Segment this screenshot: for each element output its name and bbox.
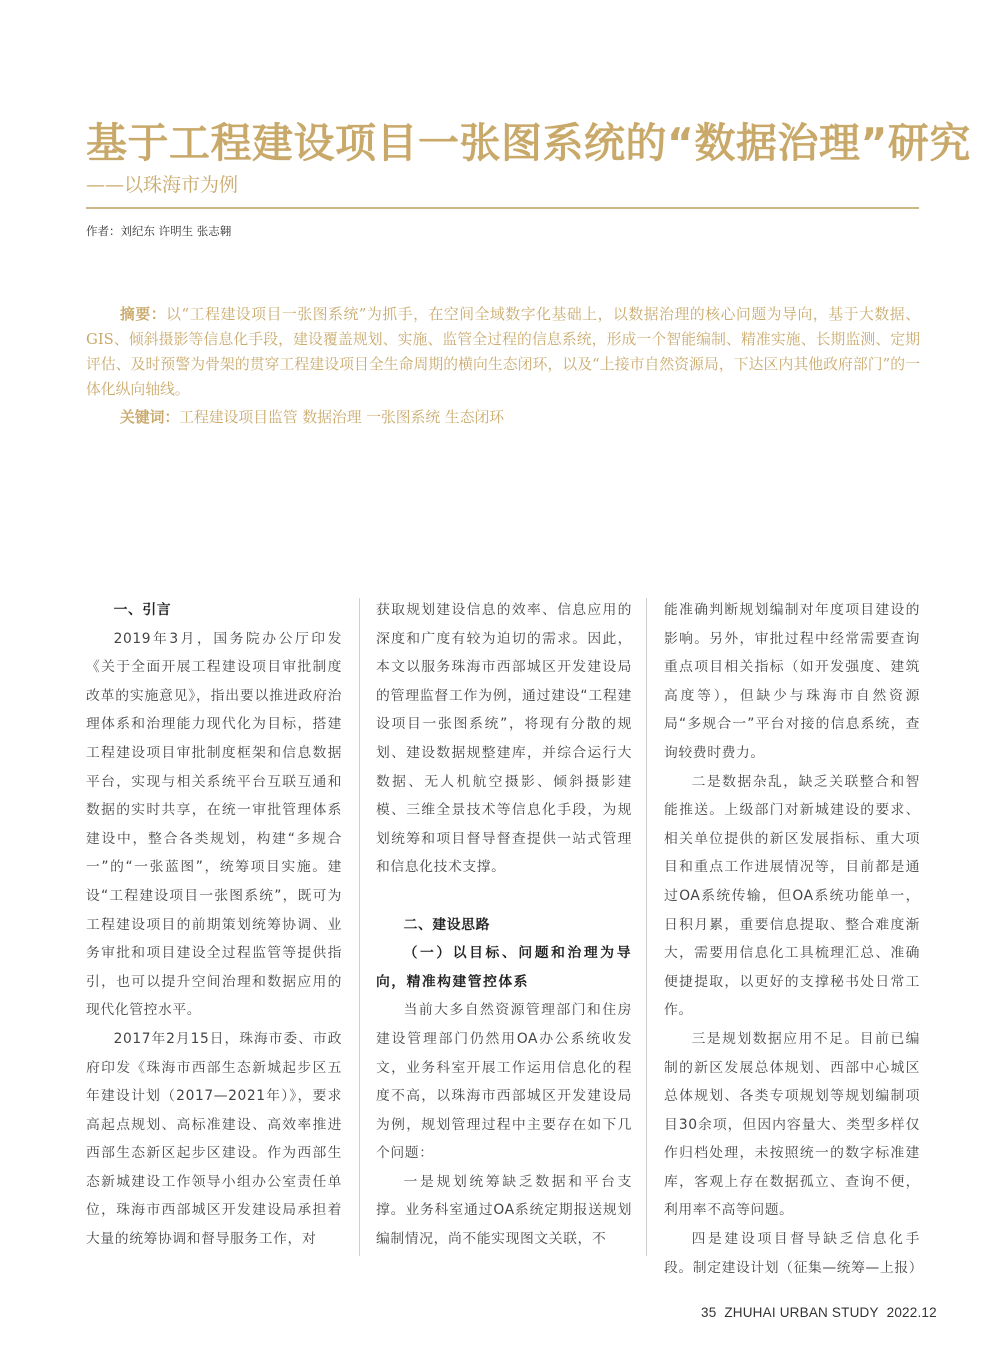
keywords-block (86, 405, 920, 430)
section-heading: 二、建设思路 (403, 916, 490, 933)
abstract-paragraph (86, 302, 920, 402)
article-authors: 作者：刘纪东 许明生 张志翱 (86, 224, 232, 238)
body-column-3 (664, 596, 924, 1282)
body-paragraph: 获取规划建设信息的效率、信息应用的深度和广度有较为迫切的需求。因此，本文以服务珠海市西部城区开发建设局的管理监督工作为例，通过建设“工程建设项目一张图系统”，将现有分散的规划、建设数据规整建库，并综合运行大数据、无人机航空摄影、倾斜摄影建模、三维全景技术等信息化手段，为规划统筹和项目督导督查提供一站式管理和信息化技术支撑。 (376, 602, 632, 876)
abstract-label: 摘要： (120, 306, 167, 323)
page-footer (701, 1305, 937, 1320)
body-paragraph: 三是规划数据应用不足。目前已编制的新区发展总体规划、西部中心城区总体规划、各类专项规划等规划编制项目30余项，但因内容量大、类型多样仅作归档处理，未按照统一的数字标准建库，客观上存在数据孤立、查询不便，利用率不高等问题。 (664, 1030, 920, 1219)
article-subtitle: ——以珠海市为例 (86, 174, 239, 196)
body-paragraph: 2017年2月15日，珠海市委、市政府印发《珠海市西部生态新城起步区五年建设计划（2017—2021年）》，要求高起点规划、高标准建设、高效率推进西部生态新区起步区建设。作为西部生态新城建设工作领导小组办公室责任单位，珠海市西部城区开发建设局承担着大量的统筹协调和督导服务工作，对 (86, 1030, 342, 1248)
body-paragraph: 2019年3月，国务院办公厅印发《关于全面开展工程建设项目审批制度改革的实施意见》，指出要以推进政府治理体系和治理能力现代化为目标，搭建工程建设项目审批制度框架和信息数据平台，实现与相关系统平台互联互通和数据的实时共享，在统一审批管理体系建设中，整合各类规划，构建“多规合一”的“一张蓝图”，统筹项目实施。建设“工程建设项目一张图系统”，既可为工程建设项目的前期策划统筹协调、业务审批和项目建设全过程监管等提供指引，也可以提升空间治理和数据应用的现代化管控水平。 (86, 630, 342, 1019)
body-paragraph: 四是建设项目督导缺乏信息化手段。制定建设计划（征集—统筹—上报） (664, 1231, 924, 1276)
keywords-text: 工程建设项目监管 数据治理 一张图系统 生态闭环 (179, 409, 505, 426)
body-paragraph: 能准确判断规划编制对年度项目建设的影响。另外，审批过程中经常需要查询重点项目相关指标（如开发强度、建筑高度等），但缺少与珠海市自然资源局“多规合一”平台对接的信息系统，查询较费时费力。 (664, 602, 920, 761)
body-paragraph: 当前大多自然资源管理部门和住房建设管理部门仍然用OA办公系统收发文，业务科室开展工作运用信息化的程度不高，以珠海市西部城区开发建设局为例，规划管理过程中主要存在如下几个问题： (376, 1002, 632, 1162)
column-divider (646, 598, 647, 1256)
body-column-1 (86, 596, 342, 1254)
keywords-label: 关键词： (120, 409, 180, 426)
abstract-block (86, 302, 920, 402)
body-paragraph: 二是数据杂乱，缺乏关联整合和智能推送。上级部门对新城建设的要求、相关单位提供的新区发展指标、重大项目和重点工作进展情况等，目前都是通过OA系统传输，但OA系统功能单一，日积月累，重要信息提取、整合难度渐大，需要用信息化工具梳理汇总、准确便捷提取，以更好的支撑秘书处日常工作。 (664, 773, 920, 1019)
subsection-heading: （一）以目标、问题和治理为导向，精准构建管控体系 (376, 945, 632, 990)
column-divider (359, 598, 360, 1256)
section-heading: 一、引言 (113, 602, 172, 618)
body-column-2 (376, 596, 632, 1254)
spacer (376, 882, 632, 911)
article-title: 基于工程建设项目一张图系统的“数据治理”研究 (86, 119, 971, 167)
journal-name: ZHUHAI URBAN STUDY (724, 1305, 879, 1320)
page-number: 35 (701, 1305, 717, 1320)
title-divider (86, 207, 919, 209)
abstract-text: 以“工程建设项目一张图系统”为抓手，在空间全域数字化基础上，以数据治理的核心问题为导向，基于大数据、GIS、倾斜摄影等信息化手段，建设覆盖规划、实施、监管全过程的信息系统，形成一个智能编制、精准实施、长期监测、定期评估、及时预警为骨架的贯穿工程建设项目全生命周期的横向生态闭环，以及“上接市自然资源局，下达区内其他政府部门”的一体化纵向轴线。 (86, 306, 920, 398)
issue-date: 2022.12 (886, 1305, 937, 1320)
body-paragraph: 一是规划统筹缺乏数据和平台支撑。业务科室通过OA系统定期报送规划编制情况，尚不能实现图文关联，不 (376, 1173, 632, 1248)
